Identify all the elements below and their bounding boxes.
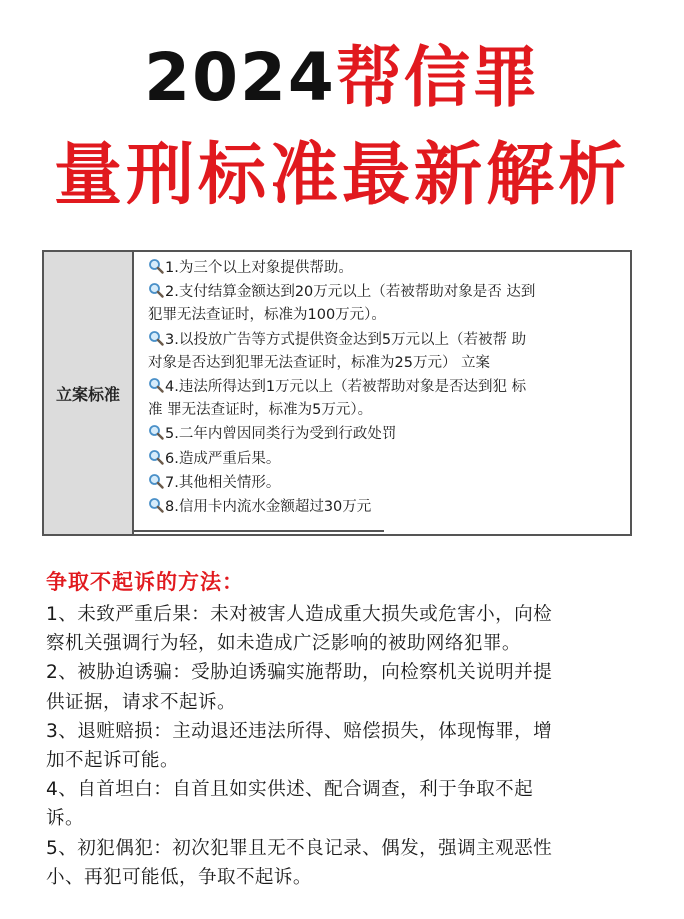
magnifier-icon xyxy=(148,282,164,298)
criteria-line xyxy=(148,256,624,280)
methods-title: 争取不起诉的方法： xyxy=(46,570,244,594)
criteria-text: 1.为三个以上对象提供帮助。 xyxy=(165,260,353,276)
criteria-text: 3.以投放广告等方式提供资金达到5万元以上（若被帮 助 xyxy=(165,331,527,348)
magnifier-icon xyxy=(148,258,164,274)
methods-list xyxy=(46,600,646,892)
criteria-line xyxy=(148,328,624,352)
method-line: 5、初犯偶犯：初次犯罪且无不良记录、偶发，强调主观恶性 xyxy=(46,837,553,859)
criteria-text: 4.违法所得达到1万元以上（若被帮助对象是否达到犯 标 xyxy=(165,379,527,396)
method-line: 1、未致严重后果：未对被害人造成重大损失或危害小，向检 xyxy=(46,604,553,625)
criteria-line xyxy=(148,352,624,375)
criteria-line xyxy=(148,280,624,304)
criteria-text: 2.支付结算金额达到20万元以上（若被帮助对象是否 达到 xyxy=(165,284,536,301)
criteria-line xyxy=(148,375,624,399)
criteria-list xyxy=(148,256,624,519)
page-title-line1 xyxy=(0,38,684,118)
method-line: 4、自首坦白：自首且如实供述、配合调查，利于争取不起 xyxy=(46,779,534,801)
method-line: 诉。 xyxy=(46,808,84,830)
magnifier-icon xyxy=(148,377,164,393)
criteria-text: 7.其他相关情形。 xyxy=(165,474,281,491)
magnifier-icon xyxy=(148,330,164,346)
criteria-line xyxy=(148,304,624,327)
criteria-text: 犯罪无法查证时，标准为100万元）。 xyxy=(148,307,386,324)
magnifier-icon xyxy=(148,449,164,465)
criteria-text: 8.信用卡内流水金额超过30万元 xyxy=(165,499,372,516)
criteria-text: 6.造成严重后果。 xyxy=(165,450,281,467)
method-line: 3、退赃赔损：主动退还违法所得、赔偿损失，体现悔罪，增 xyxy=(46,720,553,742)
criteria-line xyxy=(148,399,624,422)
criteria-line xyxy=(148,422,624,446)
method-line: 加不起诉可能。 xyxy=(46,750,179,772)
magnifier-icon xyxy=(148,424,164,440)
method-line: 供证据，请求不起诉。 xyxy=(46,691,236,713)
magnifier-icon xyxy=(148,473,164,489)
criteria-table-header: 立案标准 xyxy=(44,252,134,534)
table-divider xyxy=(134,530,384,532)
title-year: 2024 xyxy=(144,39,336,116)
method-line: 察机关强调行为轻，如未造成广泛影响的被助网络犯罪。 xyxy=(46,633,521,655)
title-topic: 帮信罪 xyxy=(335,39,540,116)
criteria-line xyxy=(148,471,624,495)
magnifier-icon xyxy=(148,497,164,513)
criteria-line xyxy=(148,495,624,519)
criteria-table xyxy=(42,250,632,536)
method-line: 小、再犯可能低，争取不起诉。 xyxy=(46,866,312,888)
criteria-text: 5.二年内曾因同类行为受到行政处罚 xyxy=(165,426,397,443)
criteria-line xyxy=(148,447,624,471)
method-line: 2、被胁迫诱骗：受胁迫诱骗实施帮助，向检察机关说明并提 xyxy=(46,662,553,684)
criteria-text: 对象是否达到犯罪无法查证时，标准为25万元） 立案 xyxy=(148,354,491,371)
page-title-line2: 量刑标准最新解析 xyxy=(53,136,630,215)
criteria-text: 准 罪无法查证时，标准为5万元）。 xyxy=(148,402,373,419)
criteria-table-body xyxy=(134,252,630,534)
